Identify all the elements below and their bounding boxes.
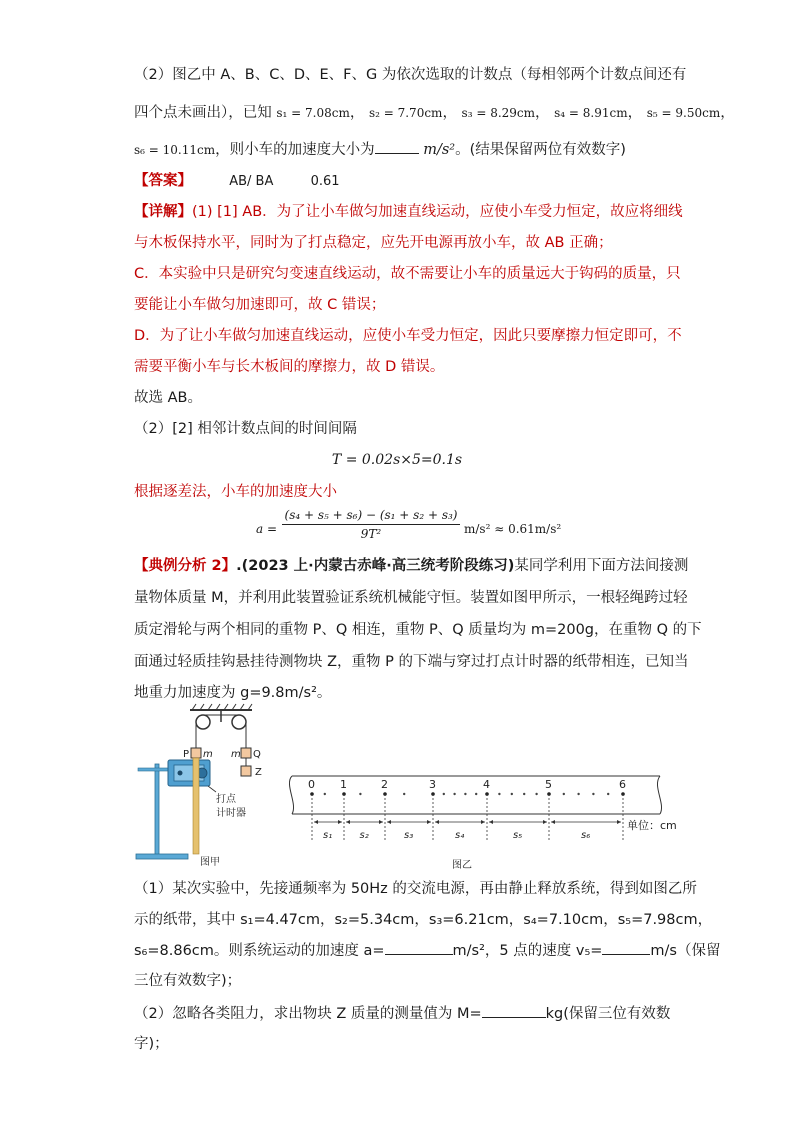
example-line1 [134, 556, 688, 576]
tape-dot-3-4 [475, 793, 477, 795]
detail-line2: 与木板保持水平，同时为了打点稳定，应先开电源再放小车，故 AB 正确； [134, 235, 613, 251]
segment-arrowhead-left-5 [489, 820, 493, 824]
caption-yi: 图乙 [452, 860, 472, 871]
segment-label-s2: s₂ [359, 830, 369, 841]
detail-line8: （2）[2] 相邻计数点间的时间间隔 [134, 421, 357, 437]
tape-number-0: 0 [308, 778, 315, 791]
detail-line6: 需要平衡小车与长木板间的摩擦力，故 D 错误。 [134, 359, 445, 375]
detail-line7: 故选 AB。 [134, 390, 202, 406]
q2-s5: s₅ = 9.50cm [646, 106, 721, 120]
figure-tape [282, 766, 694, 874]
segment-arrowhead-left-4 [435, 820, 439, 824]
stand-rod [155, 764, 159, 856]
detail-line5: D．为了让小车做匀加速直线运动，应使小车受力恒定，因此只要摩擦力恒定即可，不 [134, 328, 682, 344]
velocity-blank[interactable] [602, 940, 650, 955]
acceleration-blank[interactable] [385, 940, 453, 955]
q2-line1: （2）图乙中 A、B、C、D、E、F、G 为依次选取的计数点（每相邻两个计数点间还有 [134, 67, 687, 83]
q2-answer-blank[interactable] [375, 139, 419, 154]
tape-dot-5-4 [607, 793, 609, 795]
tape-dot-4-3 [523, 793, 525, 795]
example-p1: 某同学利用下面方法间接测 [514, 558, 689, 574]
equation-period: T = 0.02s×5=0.1s [331, 452, 463, 468]
tape-left-wave [289, 776, 293, 814]
tape-dot-4-1 [498, 793, 500, 795]
tape-number-2: 2 [381, 778, 388, 791]
segment-arrowhead-right-1 [338, 820, 342, 824]
pulley-right [232, 715, 246, 729]
example-line5: 地重力加速度为 g=9.8m/s²。 [134, 685, 332, 701]
answer-value-1: AB/ BA [229, 174, 274, 189]
q1b-line1: （1）某次实验中，先接通频率为 50Hz 的交流电源，再由静止释放系统，得到如图乙所 [134, 881, 697, 897]
segment-label-s1: s₁ [323, 830, 333, 841]
segment-label-s3: s₃ [404, 830, 414, 841]
q2-line2: 四个点未画出），已知 s₁ = 7.08cm， s₂ = 7.70cm， s₃ = 8.29cm， s₄ = 8.91cm， s₅ = 9.50cm， [134, 105, 735, 121]
label-m2: m [231, 749, 241, 760]
tape-right-wave [657, 776, 661, 814]
q1b-line3-b: m/s²，5 点的速度 v₅= [452, 943, 603, 959]
timer-label-1: 打点 [216, 794, 236, 805]
example-line3: 质定滑轮与两个相同的重物 P、Q 相连，重物 P、Q 质量均为 m=200g，在重物 Q 的下 [134, 622, 702, 638]
example-label: 【典例分析 2】 [134, 558, 237, 574]
segment-arrowhead-left-6 [551, 820, 555, 824]
detail-line1-text: (1) [1] AB．为了让小车做匀加速直线运动，应使小车受力恒定，故应将细线 [192, 204, 683, 220]
timer-label-2: 计时器 [216, 808, 246, 819]
figure-apparatus [130, 702, 270, 874]
eq-numerator: (s₄ + s₅ + s₆) − (s₁ + s₂ + s₃) [284, 508, 458, 522]
stand-base [136, 854, 188, 859]
example-line4: 面通过轻质挂钩悬挂待测物块 Z，重物 P 的下端与穿过打点计时器的纸带相连，已知当 [134, 654, 689, 670]
tape-number-6: 6 [619, 778, 626, 791]
tape-dot-1-2 [359, 793, 361, 795]
tape-number-1: 1 [340, 778, 347, 791]
segment-arrowhead-left-2 [346, 820, 350, 824]
q2-s1: s₁ = 7.08cm [276, 106, 350, 120]
segment-arrowhead-left-3 [387, 820, 391, 824]
segment-arrowhead-left-1 [314, 820, 318, 824]
segment-arrowhead-right-6 [617, 820, 621, 824]
segment-label-s6: s₆ [581, 830, 591, 841]
answer-value-2: 0.61 [310, 174, 340, 189]
segment-arrowhead-right-5 [543, 820, 547, 824]
detail-line4: 要能让小车做匀加速即可，故 C 错误； [134, 297, 386, 313]
tape-dot-5-3 [592, 793, 594, 795]
label-m1: m [203, 749, 213, 760]
segment-arrowhead-right-2 [379, 820, 383, 824]
tape-dot-3-3 [464, 793, 466, 795]
example-source: .(2023 上·内蒙古赤峰·高三统考阶段练习) [236, 558, 515, 574]
tape-dot-5-2 [577, 793, 579, 795]
q2-line2-text: 四个点未画出），已知 [134, 105, 272, 121]
detail-line9: 根据逐差法，小车的加速度大小 [134, 484, 337, 500]
segment-arrowhead-right-3 [427, 820, 431, 824]
example-line2: 量物体质量 M，并利用此装置验证系统机械能守恒。装置如图甲所示，一根轻绳跨过轻 [134, 590, 688, 606]
weight-P [191, 748, 201, 758]
eq-fraction-bar [282, 524, 460, 525]
segment-label-s4: s₄ [455, 830, 465, 841]
q2-line3 [134, 139, 626, 160]
q2-s2: s₂ = 7.70cm [368, 106, 443, 120]
q1b-line3-c: m/s（保留 [650, 943, 721, 959]
segment-label-s5: s₅ [513, 830, 523, 841]
q2b-line1-a: （2）忽略各类阻力，求出物块 Z 质量的测量值为 M= [134, 1006, 482, 1022]
tape-number-3: 3 [429, 778, 436, 791]
segment-arrowhead-right-4 [481, 820, 485, 824]
label-Q: Q [253, 749, 261, 760]
block-Z [241, 766, 251, 776]
tape-dot-3-1 [443, 793, 445, 795]
detail-line3: C．本实验中只是研究匀变速直线运动，故不需要让小车的质量远大于钩码的质量，只 [134, 266, 681, 282]
weight-Q [241, 748, 251, 758]
eq-lhs: a = [256, 522, 278, 536]
paper-tape [193, 758, 199, 854]
q2-s3: s₃ = 8.29cm [461, 106, 536, 120]
q1b-line3-a: s₆=8.86cm。则系统运动的加速度 a= [134, 943, 385, 959]
tape-dot-5-1 [563, 793, 565, 795]
detail-line1 [134, 202, 683, 222]
eq-denominator: 9T² [360, 527, 382, 541]
tape-number-5: 5 [545, 778, 552, 791]
tape-number-4: 4 [483, 778, 490, 791]
q1b-line3 [134, 940, 721, 961]
q2-unit: m/s² [423, 142, 456, 158]
clamp-arm [138, 768, 170, 771]
answer-line [134, 171, 340, 192]
label-P: P [183, 749, 190, 760]
label-Z: Z [255, 767, 262, 778]
caption-jia: 图甲 [200, 857, 220, 868]
q2-line3-text: ，则小车的加速度大小为 [215, 142, 375, 158]
tape-dot-3-2 [453, 793, 455, 795]
q2b-line2: 字)； [134, 1036, 169, 1052]
eq-fraction [282, 508, 460, 541]
q1b-line4: 三位有效数字)； [134, 973, 242, 989]
detail-label: 【详解】 [134, 204, 192, 220]
q2-s6: s₆ = 10.11cm [134, 143, 216, 157]
q2-line3-note: 。(结果保留两位有效数字) [455, 142, 626, 158]
mass-blank[interactable] [482, 1003, 546, 1018]
eq-rhs: m/s² ≈ 0.61m/s² [464, 522, 562, 536]
q1b-line2: 示的纸带，其中 s₁=4.47cm，s₂=5.34cm，s₃=6.21cm，s₄=7.10cm，s₅=7.98cm， [134, 912, 713, 928]
unit-label: 单位：cm [627, 819, 677, 832]
tape-dot-0-2 [324, 793, 326, 795]
q2b-line1-b: kg(保留三位有效数 [545, 1006, 671, 1022]
q2b-line1 [134, 1003, 670, 1024]
pulley-left [196, 715, 210, 729]
tape-dot-4-2 [511, 793, 513, 795]
q2-s4: s₄ = 8.91cm [554, 106, 628, 120]
tape-dot-2-2 [403, 793, 405, 795]
answer-label: 【答案】 [134, 173, 192, 189]
tape-dot-4-4 [535, 793, 537, 795]
